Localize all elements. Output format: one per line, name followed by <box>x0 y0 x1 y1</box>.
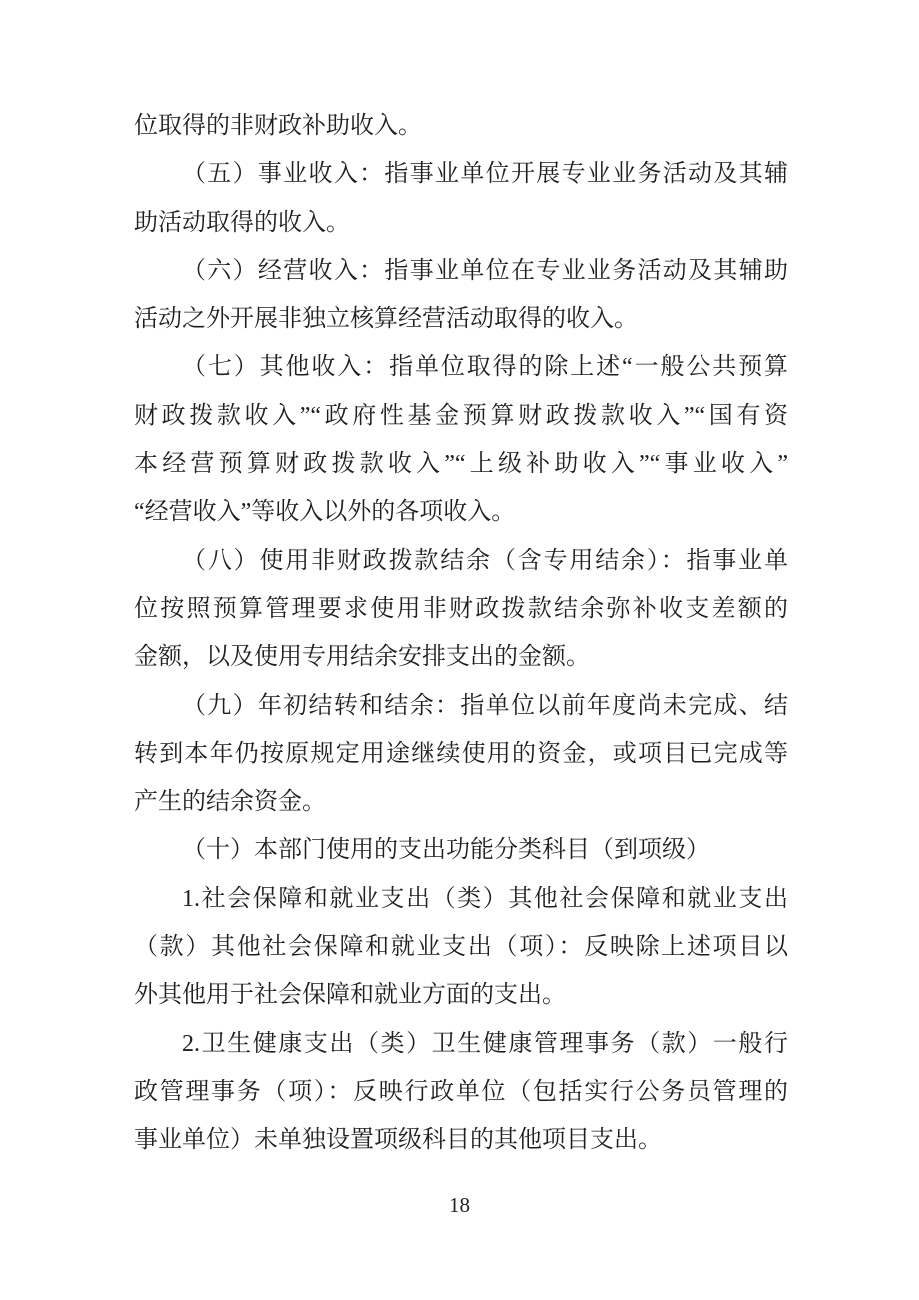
text-line: （八）使用非财政拨款结余（含专用结余）：指事业单 <box>182 547 788 574</box>
document-body-text <box>134 102 788 1165</box>
text-line: 政管理事务（项）：反映行政单位（包括实行公务员管理的 <box>134 1078 788 1105</box>
text-line: 2.卫生健康支出（类）卫生健康管理事务（款）一般行 <box>182 1030 788 1057</box>
text-line: 财政拨款收入”“政府性基金预算财政拨款收入”“国有资 <box>134 402 788 429</box>
text-line: （十）本部门使用的支出功能分类科目（到项级） <box>182 837 710 864</box>
text-line: （五）事业收入：指事业单位开展专业业务活动及其辅 <box>182 161 788 188</box>
text-line: 位取得的非财政补助收入。 <box>134 113 422 139</box>
text-line: 事业单位）未单独设置项级科目的其他项目支出。 <box>134 1127 662 1154</box>
text-line: 助活动取得的收入。 <box>134 209 350 236</box>
page-number: 18 <box>449 1193 470 1217</box>
text-line: 位按照预算管理要求使用非财政拨款结余弥补收支差额的 <box>134 595 788 622</box>
text-line: 金额，以及使用专用结余安排支出的金额。 <box>134 644 590 671</box>
text-line: 产生的结余资金。 <box>134 789 326 816</box>
text-line: 外其他用于社会保障和就业方面的支出。 <box>134 982 566 1009</box>
text-line: “经营收入”等收入以外的各项收入。 <box>134 499 516 526</box>
text-line: （款）其他社会保障和就业支出（项）：反映除上述项目以 <box>134 934 788 961</box>
text-line: 活动之外开展非独立核算经营活动取得的收入。 <box>134 306 638 333</box>
text-line: 本经营预算财政拨款收入”“上级补助收入”“事业收入” <box>134 451 788 478</box>
text-line: 1.社会保障和就业支出（类）其他社会保障和就业支出 <box>182 885 788 912</box>
text-line: （六）经营收入：指事业单位在专业业务活动及其辅助 <box>182 257 788 284</box>
text-line: （七）其他收入：指单位取得的除上述“一般公共预算 <box>182 354 788 381</box>
text-line: （九）年初结转和结余：指单位以前年度尚未完成、结 <box>182 692 788 719</box>
text-line: 转到本年仍按原规定用途继续使用的资金，或项目已完成等 <box>134 740 788 767</box>
